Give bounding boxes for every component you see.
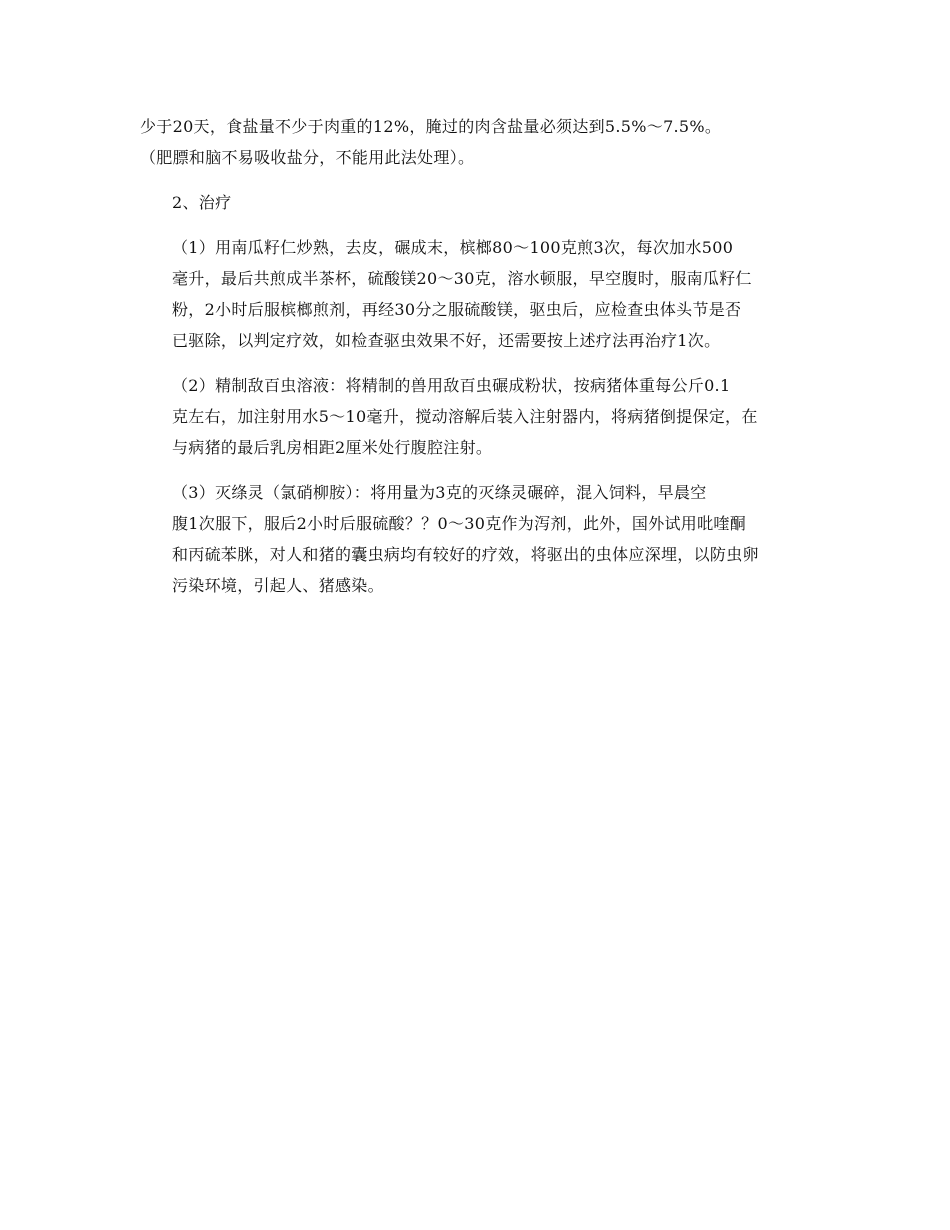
paragraph-treatment-2	[140, 370, 812, 463]
paragraph-salt-curing	[140, 111, 812, 173]
text-line: 腹1次服下，服后2小时后服硫酸？？0～30克作为泻剂，此外，国外试用吡喹酮	[172, 514, 746, 533]
text-line: 少于20天，食盐量不少于肉重的12%，腌过的肉含盐量必须达到5.5%～7.5%。	[140, 117, 722, 136]
text-line: 毫升，最后共煎成半茶杯，硫酸镁20～30克，溶水顿服，早空腹时，服南瓜籽仁	[172, 269, 752, 288]
text-line: 克左右，加注射用水5～10毫升，搅动溶解后装入注射器内，将病猪倒提保定，在	[172, 407, 758, 426]
text-line: 污染环境，引起人、猪感染。	[172, 576, 384, 595]
text-line: 与病猪的最后乳房相距2厘米处行腹腔注射。	[172, 438, 493, 457]
document-page	[140, 111, 812, 601]
text-line: 已驱除，以判定疗效，如检查驱虫效果不好，还需要按上述疗法再治疗1次。	[172, 331, 721, 350]
section-heading-treatment	[140, 187, 812, 218]
text-line: （3）灭绦灵（氯硝柳胺）：将用量为3克的灭绦灵碾碎，混入饲料，早晨空	[172, 483, 707, 502]
paragraph-treatment-1	[140, 232, 812, 356]
paragraph-treatment-3	[140, 477, 812, 601]
text-line: 粉，2小时后服槟榔煎剂，再经30分之服硫酸镁，驱虫后，应检查虫体头节是否	[172, 300, 742, 319]
text-line: 和丙硫苯脒，对人和猪的囊虫病均有较好的疗效，将驱出的虫体应深埋，以防虫卵	[172, 545, 759, 564]
text-line: （肥膘和脑不易吸收盐分，不能用此法处理）。	[140, 148, 475, 167]
text-line: （1）用南瓜籽仁炒熟，去皮，碾成末，槟榔80～100克煎3次，每次加水500	[172, 238, 734, 257]
heading-text: 2、治疗	[172, 193, 232, 212]
text-line: （2）精制敌百虫溶液：将精制的兽用敌百虫碾成粉状，按病猪体重每公斤0.1	[172, 376, 731, 395]
